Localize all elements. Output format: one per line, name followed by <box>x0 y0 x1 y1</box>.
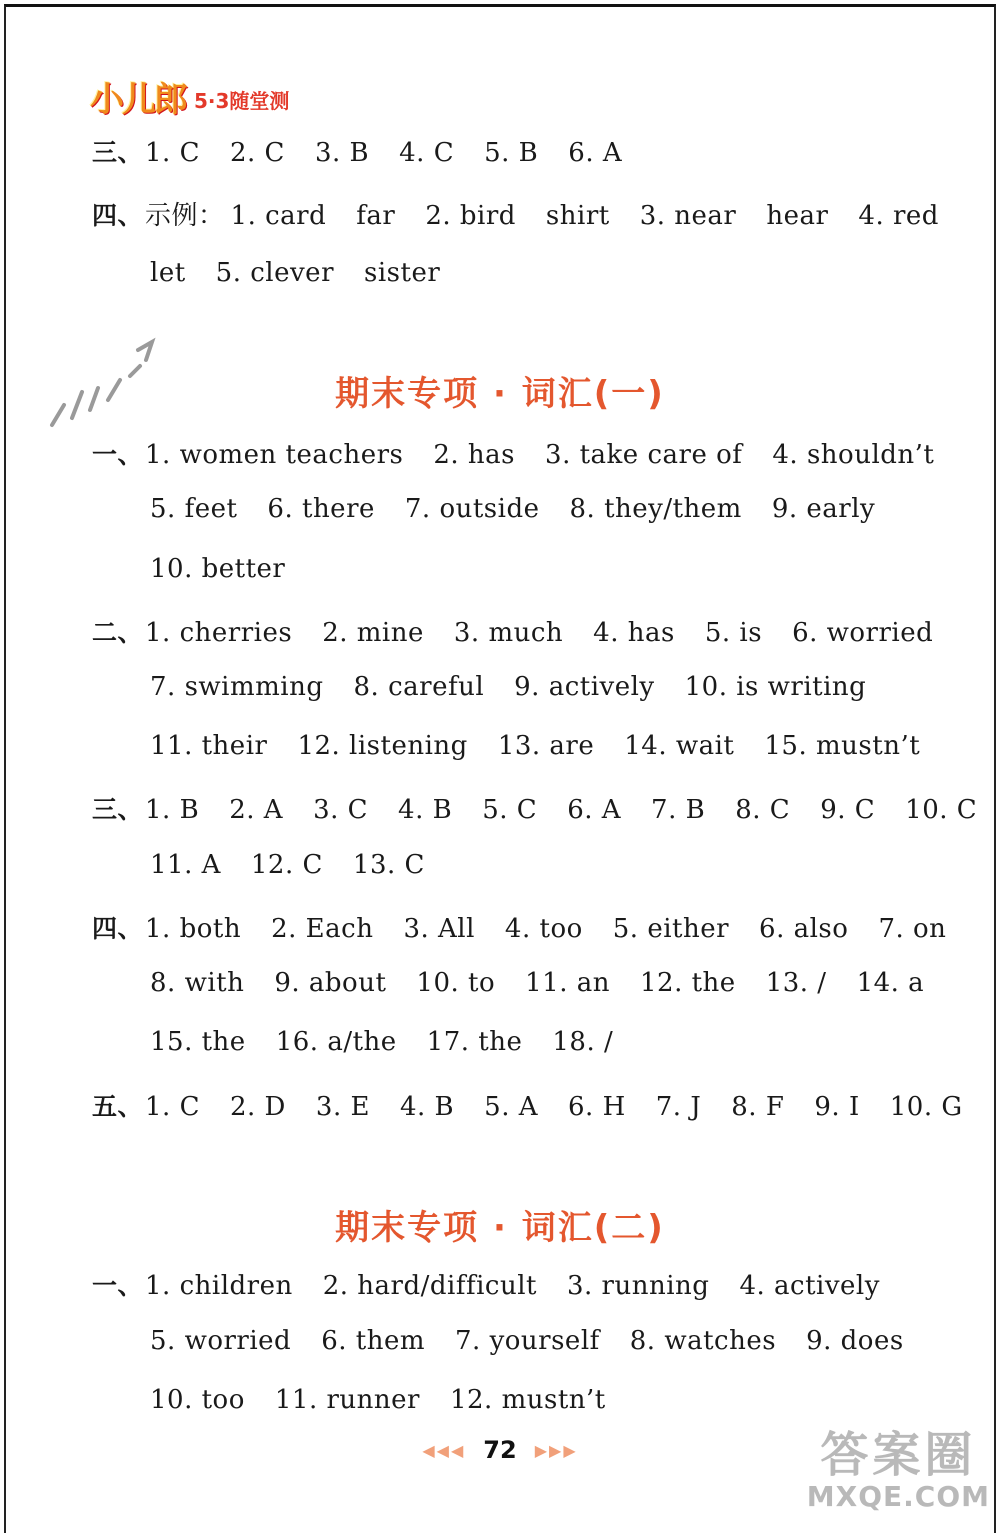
answer-item: 8. they/them <box>569 494 742 524</box>
answer-line <box>92 133 652 169</box>
answer-line <box>150 1027 643 1057</box>
answer-line <box>150 554 315 584</box>
answer-item: 9. about <box>274 968 387 998</box>
answer-item: 7. on <box>878 914 947 944</box>
answer-item: 2. hard/difficult <box>322 1271 537 1301</box>
answer-item: 10. to <box>416 968 496 998</box>
answer-item: 6. H <box>568 1092 626 1122</box>
answer-item: 8. F <box>731 1092 785 1122</box>
answer-item: 13. C <box>352 850 425 880</box>
answer-line <box>150 1385 636 1415</box>
answer-item: 11. A <box>150 850 221 880</box>
answer-item: 5. is <box>704 618 763 648</box>
answer-item: shirt <box>545 201 610 231</box>
answer-item: 11. their <box>150 731 268 761</box>
answer-item: 9. early <box>771 494 876 524</box>
answer-item: 3. running <box>566 1271 710 1301</box>
question-number: 三、 <box>92 138 144 167</box>
answer-item: 6. them <box>321 1326 425 1356</box>
answer-item: 2. has <box>433 440 516 470</box>
question-number: 二、 <box>92 618 144 647</box>
answer-line <box>92 1087 993 1123</box>
answer-item: 5. A <box>484 1092 539 1122</box>
answer-item: 12. the <box>639 968 736 998</box>
answer-item: 2. D <box>229 1092 286 1122</box>
answer-line <box>92 790 1000 826</box>
answer-line <box>92 613 963 649</box>
answer-line <box>150 258 470 288</box>
left-arrows-icon: ◀◀◀ <box>422 1440 466 1460</box>
answer-item: 4. B <box>399 1092 455 1122</box>
answer-item: 3. B <box>314 138 370 168</box>
answer-item: 13. are <box>497 731 595 761</box>
answer-item: 16. a/the <box>275 1027 397 1057</box>
answer-item: sister <box>364 258 441 288</box>
answer-item: 10. too <box>150 1385 245 1415</box>
brand-header <box>90 72 289 121</box>
right-arrows-icon: ▶▶▶ <box>534 1440 578 1460</box>
answer-item: 8. C <box>735 795 791 825</box>
answer-item: hear <box>766 201 829 231</box>
answer-item: 4. C <box>399 138 455 168</box>
answer-item: 1. B <box>145 795 200 825</box>
answer-item: 2. bird <box>425 201 516 231</box>
answer-item: 6. worried <box>792 618 934 648</box>
answer-item: 12. C <box>250 850 323 880</box>
answer-line <box>92 909 976 945</box>
answer-item: 12. listening <box>297 731 468 761</box>
answer-item: 1. cherries <box>145 618 293 648</box>
answer-item: 18. / <box>552 1027 614 1057</box>
answer-item: 8. with <box>150 968 245 998</box>
answer-item: 5. feet <box>150 494 238 524</box>
section-title: 期末专项 · 词汇(一) <box>335 374 665 414</box>
answer-item: 11. runner <box>274 1385 420 1415</box>
answer-item: 15. mustn’t <box>764 731 921 761</box>
answer-item: 3. All <box>403 914 475 944</box>
answer-item: 10. G <box>889 1092 963 1122</box>
answer-item: 10. is writing <box>684 672 867 702</box>
answer-item: 4. B <box>398 795 453 825</box>
answer-item: 1. women teachers <box>145 440 404 470</box>
answer-item: 17. the <box>426 1027 523 1057</box>
answer-item: 7. yourself <box>455 1326 600 1356</box>
answer-item: 5. either <box>612 914 730 944</box>
section-title: 期末专项 · 词汇(二) <box>335 1208 665 1248</box>
question-number: 四、 <box>92 914 144 943</box>
answer-item: 1. children <box>145 1271 293 1301</box>
answer-item: 1. card <box>230 201 327 231</box>
answer-item: far <box>356 201 396 231</box>
watermark-url: MXQE.COM <box>806 1480 990 1513</box>
answer-line <box>92 1266 910 1302</box>
answer-line <box>92 435 964 471</box>
answer-item: let <box>150 258 186 288</box>
answer-item: 6. A <box>567 795 622 825</box>
answer-item: 10. C <box>905 795 978 825</box>
answer-item: 10. better <box>150 554 286 584</box>
answer-item: 5. worried <box>150 1326 292 1356</box>
answer-item: 7. J <box>655 1092 702 1122</box>
answer-item: 8. watches <box>629 1326 777 1356</box>
answer-item: 4. red <box>858 201 939 231</box>
page-number: 72 <box>483 1436 517 1464</box>
answer-item: 8. careful <box>353 672 485 702</box>
answer-item: 1. both <box>145 914 242 944</box>
question-number: 一、 <box>92 440 144 469</box>
answer-item: 3. much <box>453 618 564 648</box>
question-number: 一、 <box>92 1271 144 1300</box>
page-frame <box>4 4 996 1533</box>
answer-line <box>150 672 896 702</box>
answer-item: 15. the <box>150 1027 246 1057</box>
answer-item: 6. A <box>568 138 623 168</box>
answer-item: 4. has <box>593 618 675 648</box>
brand-series: 5·3随堂测 <box>194 89 290 113</box>
question-number: 五、 <box>92 1092 144 1121</box>
question-number: 四、 <box>92 201 144 230</box>
answer-item: 4. actively <box>739 1271 880 1301</box>
answer-item: 2. C <box>229 138 285 168</box>
answer-line <box>150 731 950 761</box>
answer-item: 9. I <box>814 1092 860 1122</box>
answer-line <box>92 195 969 232</box>
answer-item: 9. does <box>806 1326 904 1356</box>
answer-item: 4. shouldn’t <box>772 440 935 470</box>
example-lead: 示例： <box>145 201 225 231</box>
answer-item: 5. C <box>482 795 538 825</box>
answer-item: 11. an <box>525 968 610 998</box>
answer-item: 9. actively <box>514 672 655 702</box>
answer-item: 5. B <box>484 138 539 168</box>
answer-item: 9. C <box>820 795 876 825</box>
answer-item: 2. Each <box>271 914 374 944</box>
watermark-text: 答案圈 <box>820 1427 977 1483</box>
brand-logo: 小儿郎 <box>90 80 186 120</box>
answer-line <box>150 968 954 998</box>
answer-item: 14. wait <box>624 731 735 761</box>
answer-item: 12. mustn’t <box>449 1385 606 1415</box>
watermark <box>806 1427 990 1513</box>
answer-item: 3. take care of <box>545 440 743 470</box>
answer-item: 1. C <box>145 138 200 168</box>
answer-item: 2. mine <box>322 618 424 648</box>
answer-item: 6. there <box>267 494 375 524</box>
answer-item: 2. A <box>229 795 284 825</box>
answer-item: 3. C <box>313 795 369 825</box>
answer-item: 4. too <box>504 914 583 944</box>
answer-item: 3. E <box>315 1092 370 1122</box>
answer-item: 7. outside <box>404 494 540 524</box>
answer-line <box>150 1326 934 1356</box>
answer-item: 13. / <box>765 968 827 998</box>
question-number: 三、 <box>92 795 144 824</box>
answer-item: 1. C <box>145 1092 200 1122</box>
answer-item: 3. near <box>639 201 737 231</box>
answer-item: 5. clever <box>215 258 334 288</box>
answer-line <box>150 850 455 880</box>
answer-item: 6. also <box>759 914 849 944</box>
answer-item: 7. B <box>651 795 706 825</box>
answer-line <box>150 494 905 524</box>
answer-item: 14. a <box>856 968 925 998</box>
answer-item: 7. swimming <box>150 672 324 702</box>
